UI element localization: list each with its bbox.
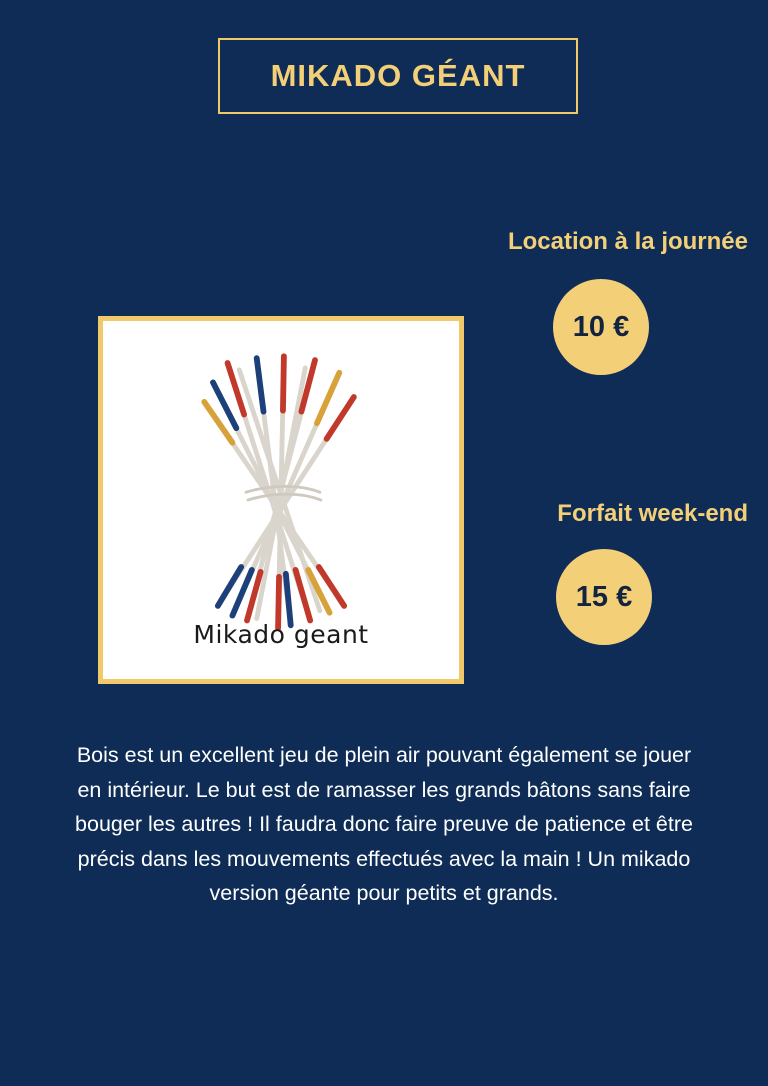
photo-caption: Mikado geant <box>193 620 369 649</box>
poster-title-box <box>218 38 578 114</box>
price-badge-weekend: 15 € <box>556 549 652 645</box>
product-description: Bois est un excellent jeu de plein air pouvant également se jouer en intérieur. Le but est de ramasser les grands bâtons sans faire bouger les autres ! Il faudra donc faire preuve de patience et être précis dans les mouvements effectués avec la main ! Un mikado version géante pour petits et grands. <box>75 743 693 905</box>
page-title: MIKADO GÉANT <box>270 58 526 93</box>
price-badge-daily: 10 € <box>553 279 649 375</box>
product-image-card <box>98 316 464 684</box>
price-label-daily: Location à la journée <box>507 228 748 255</box>
price-label-weekend: Forfait week-end <box>557 500 748 527</box>
product-photo <box>111 329 451 671</box>
